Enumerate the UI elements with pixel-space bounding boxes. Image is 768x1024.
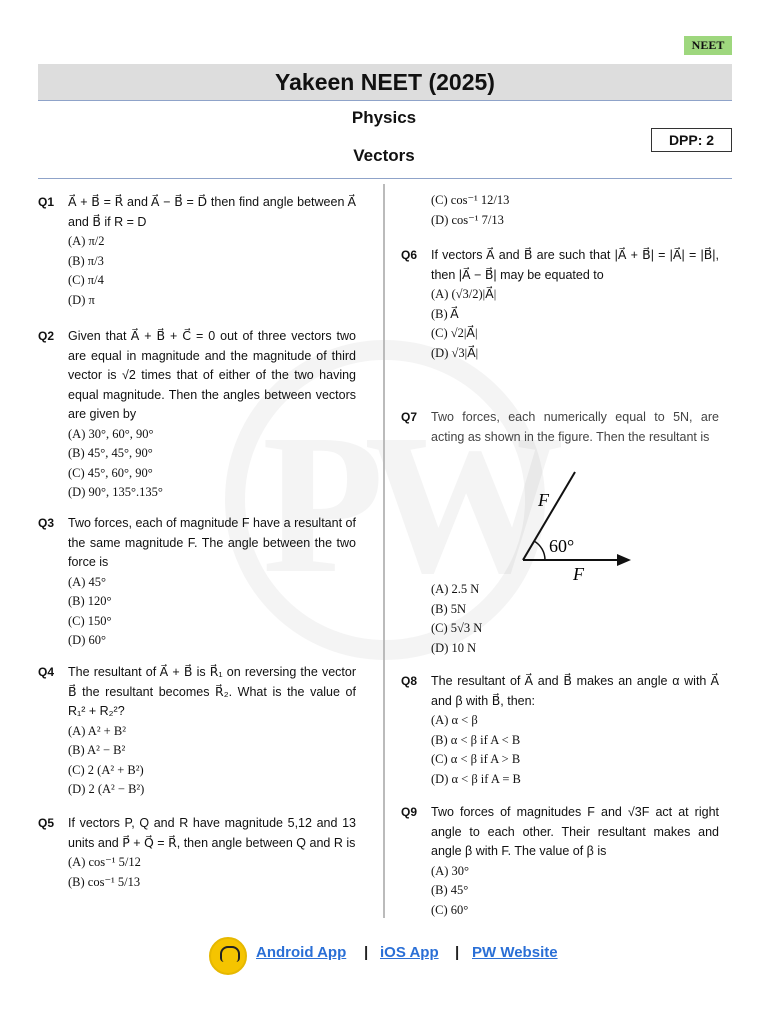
- header-divider: [38, 178, 732, 179]
- angle-label: 60°: [549, 536, 575, 556]
- question-q6: [401, 246, 719, 363]
- option-a: (A) π/2: [68, 234, 105, 248]
- question-q9: [401, 803, 719, 920]
- option-a: (A) α < β: [431, 713, 478, 727]
- option-d: (D) 60°: [68, 633, 106, 647]
- option-d: (D) α < β if A = B: [431, 771, 521, 786]
- question-q3: [38, 514, 356, 651]
- option-c: (C) cos⁻¹ 12/13: [431, 193, 510, 207]
- neet-badge: NEET: [684, 36, 732, 55]
- option-d: (D) 90°, 135°.135°: [68, 485, 163, 499]
- option-d: (D) cos⁻¹ 7/13: [431, 212, 504, 227]
- question-number: Q8: [401, 674, 418, 688]
- option-d: (D) 10 N: [431, 640, 477, 655]
- customer-service-logo-icon: [209, 937, 247, 975]
- column-divider: [383, 184, 385, 918]
- pw-website-link[interactable]: PW Website: [472, 944, 558, 961]
- option-d: (D) √3|A⃗|: [431, 345, 479, 360]
- option-b: (B) 5N: [431, 601, 467, 616]
- question-q1: [38, 193, 356, 310]
- question-number: Q7: [401, 410, 418, 424]
- option-a: (A) (√3/2)|A⃗|: [431, 287, 497, 301]
- question-q5: [38, 814, 356, 892]
- option-b: (B) 45°, 45°, 90°: [68, 446, 153, 460]
- question-q2: [38, 327, 356, 503]
- option-a: (A) 2.5 N: [431, 582, 480, 596]
- option-a: (A) 30°, 60°, 90°: [68, 426, 154, 441]
- option-c: (C) π/4: [68, 273, 104, 287]
- question-text: Two forces, each of magnitude F have a resultant of the same magnitude F. The angle between the two force is: [68, 516, 356, 569]
- question-number: Q3: [38, 516, 55, 530]
- page-title: Yakeen NEET (2025): [38, 64, 732, 101]
- option-b: (B) α < β if A < B: [431, 732, 521, 747]
- question-q5-continued: [401, 191, 719, 230]
- option-d: (D) π: [68, 292, 95, 307]
- option-c: (C) 2 (A² + B²): [68, 762, 144, 777]
- question-q7-options: [401, 580, 719, 658]
- option-b: (B) A⃗: [431, 306, 459, 321]
- force-label-top: F: [538, 490, 549, 510]
- question-q7: [401, 408, 719, 447]
- option-c: (C) 150°: [68, 613, 112, 628]
- question-text: Given that A⃗ + B⃗ + C⃗ = 0 out of three vectors two are equal in magnitude and the magnitude of third vector is √2 times that of either of the two having equal magnitude. Then the angles between vectors are given by: [68, 329, 356, 421]
- option-b: (B) 45°: [431, 883, 469, 897]
- option-c: (C) 5√3 N: [431, 621, 483, 635]
- arrowhead-icon: [617, 554, 631, 566]
- question-text: A⃗ + B⃗ = R⃗ and A⃗ − B⃗ = D⃗ then find angle between A⃗ and B⃗ if R = D: [68, 195, 356, 229]
- chapter-heading: Vectors: [353, 146, 415, 165]
- option-a: (A) 45°: [68, 574, 106, 589]
- question-text: Two forces, each numerically equal to 5N, are acting as shown in the figure. Then the resultant is: [431, 410, 719, 444]
- option-d: (D) 2 (A² − B²): [68, 782, 145, 796]
- question-text: The resultant of A⃗ + B⃗ is R⃗₁ on reversing the vector B⃗ the resultant becomes R⃗₂. What is the value of R₁² + R₂²?: [68, 665, 356, 718]
- angle-arc: [534, 541, 545, 560]
- footer-separator: |: [455, 944, 460, 961]
- option-b: (B) 120°: [68, 594, 112, 608]
- option-b: (B) π/3: [68, 253, 104, 268]
- option-b: (B) A² − B²: [68, 743, 126, 757]
- option-b: (B) cos⁻¹ 5/13: [68, 874, 141, 889]
- question-text: If vectors P, Q and R have magnitude 5,12 and 13 units and P⃗ + Q⃗ = R⃗, then angle between Q and R is: [68, 816, 356, 850]
- question-text: If vectors A⃗ and B⃗ are such that |A⃗ + B⃗| = |A⃗| = |B⃗|, then |A⃗ − B⃗| may be equated to: [431, 248, 719, 282]
- question-number: Q5: [38, 816, 55, 830]
- question-number: Q1: [38, 195, 55, 209]
- question-text: Two forces of magnitudes F and √3F act at right angle to each other. Their resultant makes and angle β with F. The value of β is: [431, 805, 719, 858]
- subject-heading: Physics: [351, 108, 417, 127]
- question-number: Q6: [401, 248, 418, 262]
- dpp-box: DPP: 2: [651, 128, 732, 152]
- option-a: (A) 30°: [431, 863, 469, 878]
- option-c: (C) √2|A⃗|: [431, 326, 478, 340]
- question-q4: [38, 663, 356, 800]
- footer-separator: |: [364, 944, 369, 961]
- android-app-link[interactable]: Android App: [256, 944, 347, 961]
- force-diagram: [505, 466, 635, 586]
- question-q8: [401, 672, 719, 789]
- option-c: (C) 60°: [431, 902, 469, 917]
- ios-app-link[interactable]: iOS App: [380, 944, 439, 961]
- option-a: (A) cos⁻¹ 5/12: [68, 855, 141, 869]
- question-text: The resultant of A⃗ and B⃗ makes an angle α with A⃗ and β with B⃗, then:: [431, 674, 719, 708]
- question-number: Q9: [401, 805, 418, 819]
- force-label-bottom: F: [573, 564, 584, 584]
- question-number: Q4: [38, 665, 55, 679]
- option-c: (C) 45°, 60°, 90°: [68, 465, 153, 480]
- option-a: (A) A² + B²: [68, 723, 126, 738]
- option-c: (C) α < β if A > B: [431, 752, 521, 766]
- question-number: Q2: [38, 329, 55, 343]
